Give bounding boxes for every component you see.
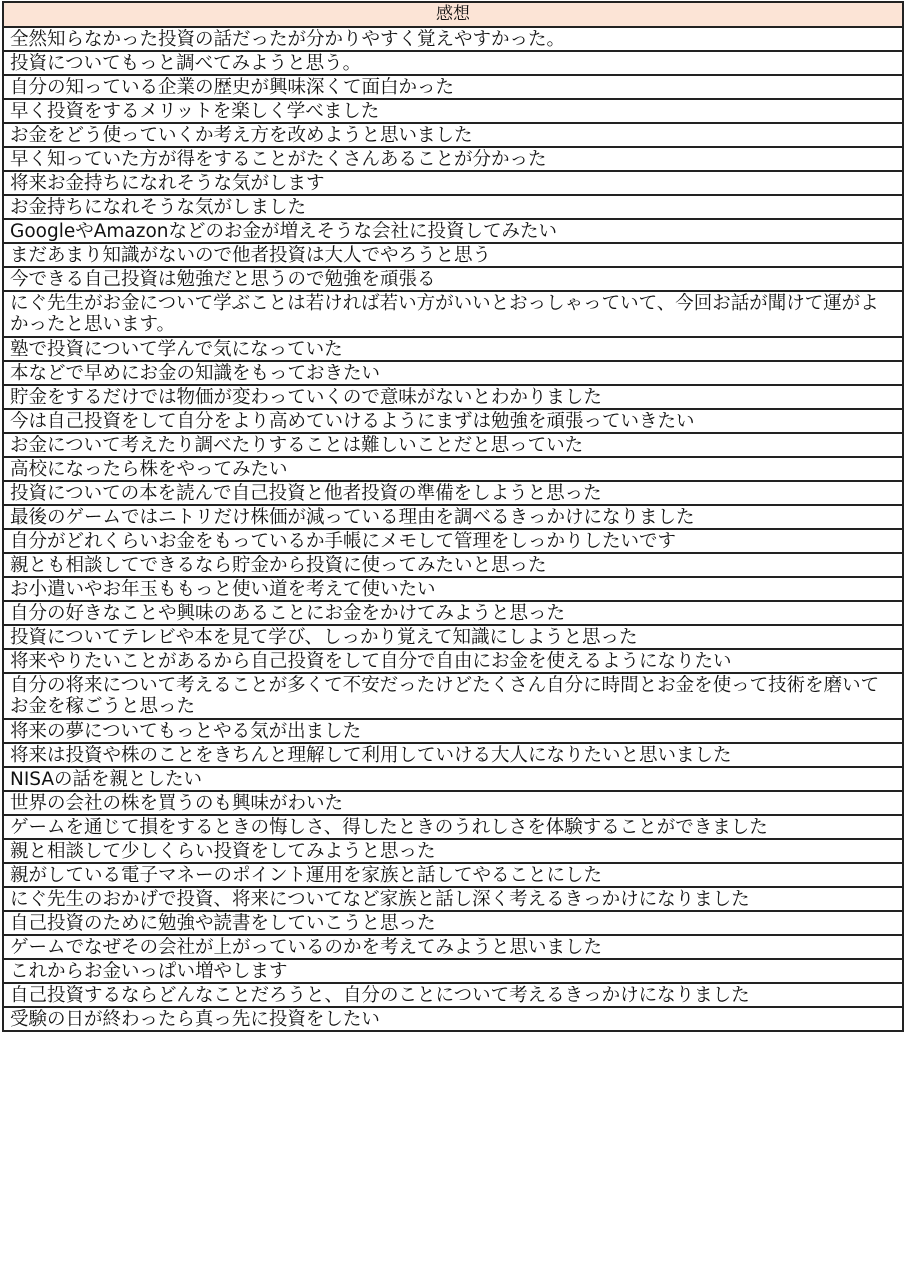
table-row <box>3 505 903 529</box>
table-row <box>3 433 903 457</box>
table-row <box>3 409 903 433</box>
feedback-cell: 自分の好きなことや興味のあることにお金をかけてみようと思った <box>3 601 903 625</box>
feedback-cell: 将来お金持ちになれそうな気がします <box>3 171 903 195</box>
feedback-cell: 将来は投資や株のことをきちんと理解して利用していける大人になりたいと思いました <box>3 743 903 767</box>
feedback-cell: まだあまり知識がないので他者投資は大人でやろうと思う <box>3 243 903 267</box>
feedback-cell: 本などで早めにお金の知識をもっておきたい <box>3 361 903 385</box>
table-row <box>3 673 903 719</box>
feedback-cell: 自分の将来について考えることが多くて不安だったけどたくさん自分に時間とお金を使って技術を磨いてお金を稼ごうと思った <box>3 673 903 719</box>
table-row <box>3 601 903 625</box>
table-row <box>3 887 903 911</box>
feedback-cell: 自分がどれくらいお金をもっているか手帳にメモして管理をしっかりしたいです <box>3 529 903 553</box>
feedback-cell: 投資についての本を読んで自己投資と他者投資の準備をしようと思った <box>3 481 903 505</box>
feedback-cell: にぐ先生がお金について学ぶことは若ければ若い方がいいとおっしゃっていて、今回お話が聞けて運がよかったと思います。 <box>3 291 903 337</box>
feedback-cell: 早く知っていた方が得をすることがたくさんあることが分かった <box>3 147 903 171</box>
feedback-cell: 投資についてテレビや本を見て学び、しっかり覚えて知識にしようと思った <box>3 625 903 649</box>
table-row <box>3 649 903 673</box>
table-row <box>3 625 903 649</box>
feedback-cell: 早く投資をするメリットを楽しく学べました <box>3 99 903 123</box>
feedback-cell: 自己投資のために勉強や読書をしていこうと思った <box>3 911 903 935</box>
table-row <box>3 791 903 815</box>
table-row <box>3 863 903 887</box>
table-row <box>3 361 903 385</box>
feedback-cell: 最後のゲームではニトリだけ株価が減っている理由を調べるきっかけになりました <box>3 505 903 529</box>
table-row <box>3 27 903 51</box>
table-row <box>3 719 903 743</box>
table-row <box>3 1007 903 1031</box>
feedback-cell: 自分の知っている企業の歴史が興味深くて面白かった <box>3 75 903 99</box>
feedback-cell: 全然知らなかった投資の話だったが分かりやすく覚えやすかった。 <box>3 27 903 51</box>
table-row <box>3 195 903 219</box>
table-row <box>3 99 903 123</box>
feedback-cell: お金をどう使っていくか考え方を改めようと思いました <box>3 123 903 147</box>
feedback-cell: これからお金いっぱい増やします <box>3 959 903 983</box>
feedback-rows <box>3 27 903 1031</box>
feedback-cell: 将来の夢についてもっとやる気が出ました <box>3 719 903 743</box>
feedback-cell: お金について考えたり調べたりすることは難しいことだと思っていた <box>3 433 903 457</box>
feedback-cell: 受験の日が終わったら真っ先に投資をしたい <box>3 1007 903 1031</box>
table-row <box>3 815 903 839</box>
feedback-cell: 将来やりたいことがあるから自己投資をして自分で自由にお金を使えるようになりたい <box>3 649 903 673</box>
table-row <box>3 935 903 959</box>
feedback-cell: 世界の会社の株を買うのも興味がわいた <box>3 791 903 815</box>
feedback-cell: 今できる自己投資は勉強だと思うので勉強を頑張る <box>3 267 903 291</box>
table-row <box>3 385 903 409</box>
table-row <box>3 959 903 983</box>
table-row <box>3 457 903 481</box>
feedback-cell: 貯金をするだけでは物価が変わっていくので意味がないとわかりました <box>3 385 903 409</box>
table-row <box>3 839 903 863</box>
table-row <box>3 243 903 267</box>
feedback-cell: 親がしている電子マネーのポイント運用を家族と話してやることにした <box>3 863 903 887</box>
feedback-cell: 自己投資するならどんなことだろうと、自分のことについて考えるきっかけになりました <box>3 983 903 1007</box>
feedback-cell: ゲームを通じて損をするときの悔しさ、得したときのうれしさを体験することができました <box>3 815 903 839</box>
header-row <box>3 2 903 27</box>
table-row <box>3 553 903 577</box>
feedback-cell: GoogleやAmazonなどのお金が増えそうな会社に投資してみたい <box>3 219 903 243</box>
feedback-cell: NISAの話を親としたい <box>3 767 903 791</box>
table-row <box>3 983 903 1007</box>
table-row <box>3 911 903 935</box>
feedback-cell: 今は自己投資をして自分をより高めていけるようにまずは勉強を頑張っていきたい <box>3 409 903 433</box>
table-row <box>3 337 903 361</box>
feedback-cell: お金持ちになれそうな気がしました <box>3 195 903 219</box>
table-row <box>3 577 903 601</box>
table-row <box>3 147 903 171</box>
table-row <box>3 743 903 767</box>
table-row <box>3 267 903 291</box>
column-header-impressions: 感想 <box>3 2 903 27</box>
table-row <box>3 123 903 147</box>
feedback-cell: 高校になったら株をやってみたい <box>3 457 903 481</box>
table-row <box>3 51 903 75</box>
feedback-cell: お小遣いやお年玉ももっと使い道を考えて使いたい <box>3 577 903 601</box>
feedback-cell: 塾で投資について学んで気になっていた <box>3 337 903 361</box>
table-row <box>3 767 903 791</box>
feedback-cell: ゲームでなぜその会社が上がっているのかを考えてみようと思いました <box>3 935 903 959</box>
table-row <box>3 291 903 337</box>
feedback-cell: にぐ先生のおかげで投資、将来についてなど家族と話し深く考えるきっかけになりました <box>3 887 903 911</box>
feedback-table <box>2 1 904 1032</box>
feedback-cell: 親と相談して少しくらい投資をしてみようと思った <box>3 839 903 863</box>
feedback-cell: 親とも相談してできるなら貯金から投資に使ってみたいと思った <box>3 553 903 577</box>
table-row <box>3 481 903 505</box>
table-row <box>3 75 903 99</box>
table-row <box>3 171 903 195</box>
feedback-sheet <box>2 1 904 1032</box>
feedback-cell: 投資についてもっと調べてみようと思う。 <box>3 51 903 75</box>
table-row <box>3 219 903 243</box>
table-row <box>3 529 903 553</box>
